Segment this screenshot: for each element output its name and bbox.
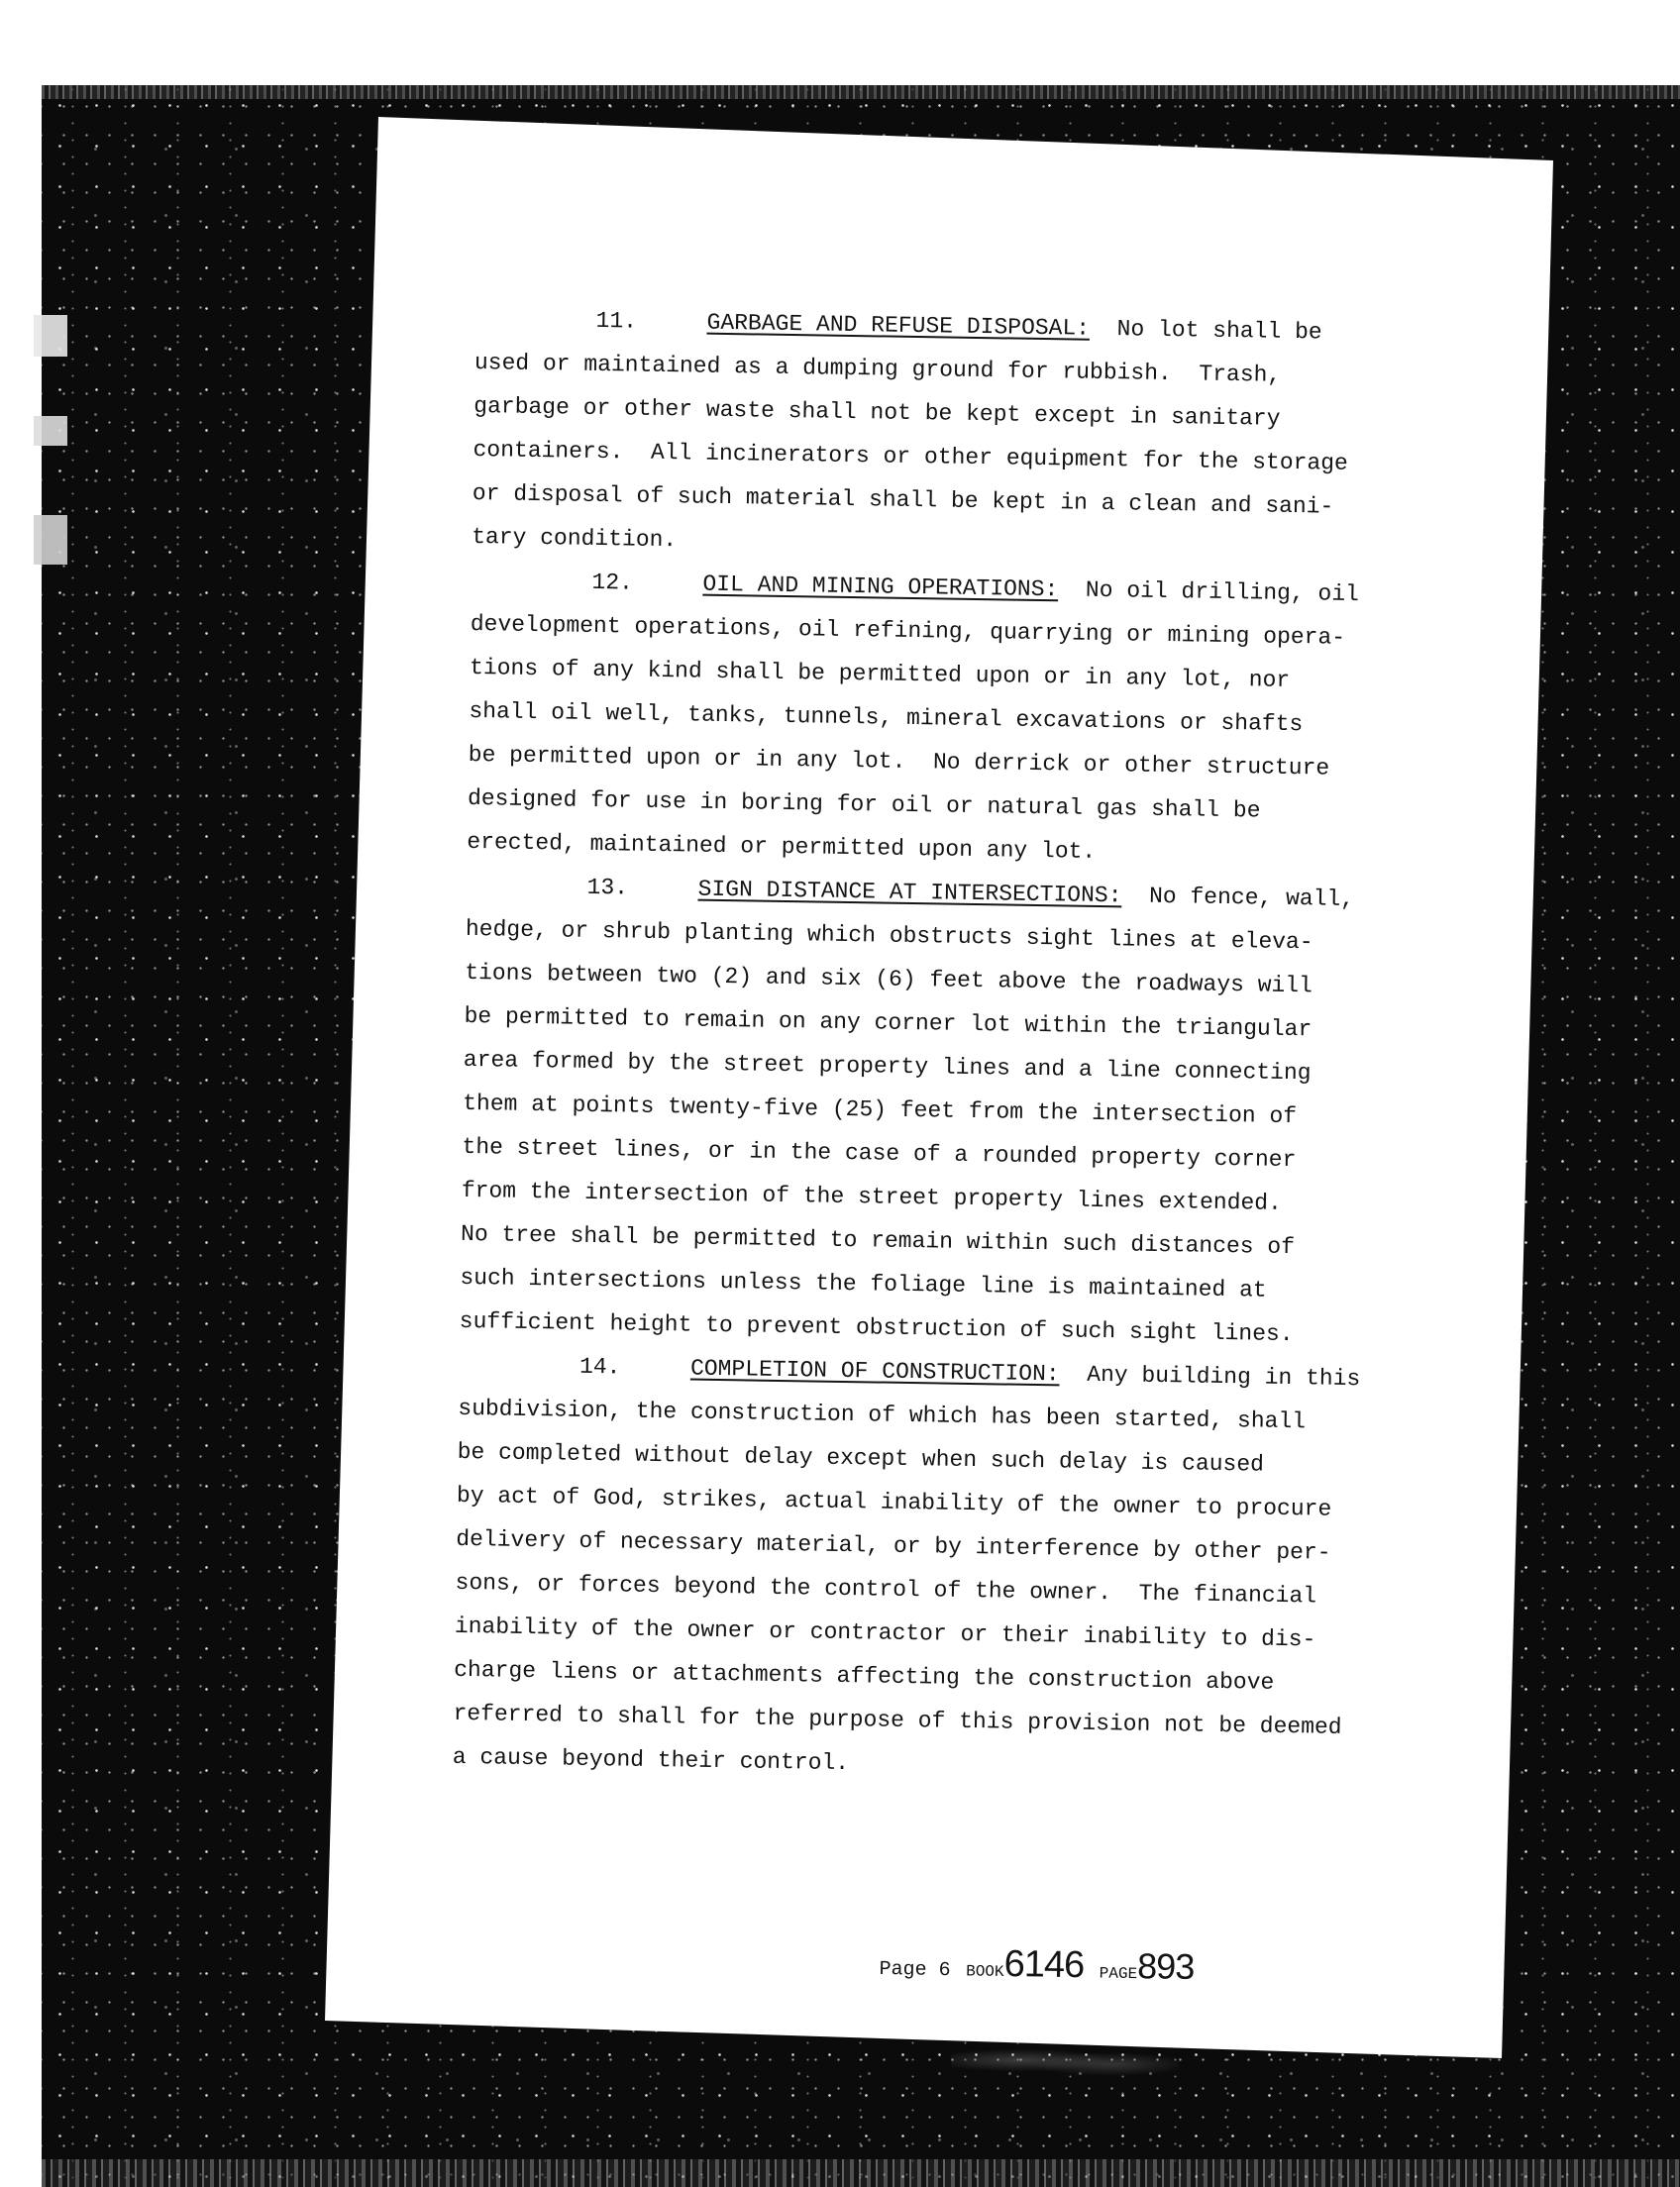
section-number: 13.: [586, 874, 629, 901]
text-line: be permitted to remain on any corner lot within the triangular: [464, 1002, 1312, 1043]
page-footer: [879, 1941, 1194, 1989]
section-text: Any building in this: [1059, 1361, 1361, 1393]
text-line: inability of the owner or contractor or their inability to dis-: [454, 1613, 1316, 1653]
text-line: containers. All incinerators or other equipment for the storage: [472, 436, 1349, 476]
scan-edge-bottom: [42, 2159, 1680, 2187]
text-line: sufficient height to prevent obstruction of such sight lines.: [459, 1307, 1294, 1348]
text-line: hedge, or shrub planting which obstructs sight lines at eleva-: [465, 915, 1313, 956]
section-heading: SIGN DISTANCE AT INTERSECTIONS:: [697, 876, 1122, 909]
page-stamp-number: 893: [1136, 1945, 1195, 1987]
text-line: by act of God, strikes, actual inability of the owner to procure: [456, 1482, 1332, 1522]
text-line: sons, or forces beyond the control of the owner. The financial: [455, 1569, 1317, 1610]
section-number: 12.: [591, 569, 634, 596]
text-line: referred to shall for the purpose of this provision not be deemed: [453, 1700, 1342, 1740]
text-line: subdivision, the construction of which has been started, shall: [458, 1395, 1307, 1435]
text-line: be completed without delay except when such delay is caused: [457, 1438, 1265, 1478]
section-text: No oil drilling, oil: [1058, 576, 1360, 608]
section-number: 11.: [595, 307, 638, 335]
scan-edge-top: [42, 85, 1680, 99]
text-line: or disposal of such material shall be kept in a clean and sani-: [472, 479, 1334, 520]
text-line: such intersections unless the foliage line is maintained at: [460, 1264, 1267, 1303]
book-stamp-label: BOOK: [966, 1962, 1004, 1981]
text-line: tary condition.: [471, 523, 678, 554]
section-13: [459, 864, 1397, 1358]
section-heading: GARBAGE AND REFUSE DISPOSAL:: [706, 309, 1091, 342]
text-line: tions between two (2) and six (6) feet above the roadways will: [465, 959, 1313, 999]
ink-smudge: [951, 2040, 1179, 2080]
book-stamp-number: 6146: [1003, 1942, 1085, 1987]
document-body: [453, 297, 1407, 1794]
text-line: a cause beyond their control.: [452, 1743, 850, 1777]
section-text: No fence, wall,: [1121, 883, 1355, 913]
text-line: them at points twenty-five (25) feet from the intersection of: [463, 1090, 1298, 1130]
text-line: No tree shall be permitted to remain within such distances of: [460, 1220, 1296, 1261]
page-label: Page 6: [879, 1957, 951, 1983]
text-line: erected, maintained or permitted upon any lot.: [467, 828, 1097, 865]
text-line: delivery of necessary material, or by interference by other per-: [456, 1525, 1331, 1566]
text-line: from the intersection of the street property lines extended.: [461, 1177, 1283, 1216]
text-line: shall oil well, tanks, tunnels, mineral excavations or shafts: [469, 697, 1304, 738]
text-line: charge liens or attachments affecting the construction above: [454, 1656, 1275, 1696]
text-line: be permitted upon or in any lot. No derrick or other structure: [468, 741, 1330, 781]
section-heading: OIL AND MINING OPERATIONS:: [702, 571, 1059, 603]
text-line: development operations, oil refining, quarrying or mining opera-: [470, 610, 1346, 651]
text-line: the street lines, or in the case of a rounded property corner: [462, 1133, 1297, 1174]
text-line: tions of any kind shall be permitted upon or in any lot, nor: [469, 654, 1291, 693]
section-heading: COMPLETION OF CONSTRUCTION:: [689, 1355, 1060, 1388]
text-line: designed for use in boring for oil or natural gas shall be: [467, 784, 1261, 824]
binder-tabs: [34, 297, 67, 574]
text-line: garbage or other waste shall not be kept except in sanitary: [473, 392, 1281, 432]
section-text: No lot shall be: [1089, 315, 1322, 346]
page-stamp-label: PAGE: [1099, 1964, 1138, 1984]
text-line: area formed by the street property lines and a line connecting: [463, 1046, 1312, 1087]
section-number: 14.: [578, 1353, 621, 1381]
text-line: used or maintained as a dumping ground for rubbish. Trash,: [473, 349, 1282, 388]
section-12: [467, 559, 1403, 879]
section-11: [472, 297, 1407, 573]
section-14: [453, 1343, 1391, 1794]
